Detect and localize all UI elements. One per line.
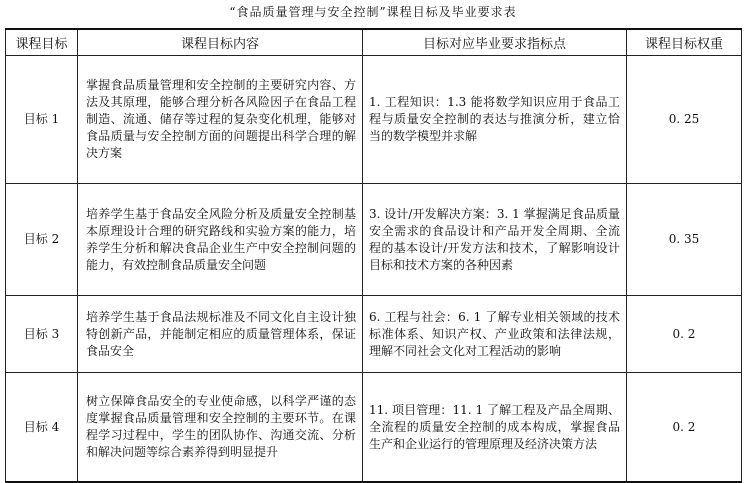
header-weight: 课程目标权重 xyxy=(627,29,742,56)
goal-cell: 目标 1 xyxy=(6,56,78,184)
table-row xyxy=(6,56,742,184)
header-requirement: 目标对应毕业要求指标点 xyxy=(363,29,627,56)
goal-cell: 目标 3 xyxy=(6,296,78,373)
table-caption: “食品质量管理与安全控制”课程目标及毕业要求表 xyxy=(229,5,517,19)
goal-cell: 目标 2 xyxy=(6,184,78,296)
table-header-row xyxy=(6,29,742,56)
weight-cell: 0. 2 xyxy=(627,373,742,483)
weight-cell: 0. 35 xyxy=(627,184,742,296)
header-goal: 课程目标 xyxy=(6,29,78,56)
requirement-cell: 3. 设计/开发解决方案：3. 1 掌握满足食品质量安全需求的食品设计和产品开发全周期、全流程的基本设计/开发方法和技术，了解影响设计目标和技术方案的各种因素 xyxy=(363,184,627,296)
header-content: 课程目标内容 xyxy=(78,29,363,56)
goals-table-container xyxy=(5,28,741,483)
requirement-cell: 1. 工程知识：1.3 能将数学知识应用于食品工程与质量安全控制的表达与推演分析，建立恰当的数学模型并求解 xyxy=(363,56,627,184)
course-goals-table xyxy=(5,28,742,483)
table-row xyxy=(6,373,742,483)
content-cell: 培养学生基于食品法规标准及不同文化自主设计独特创新产品，并能制定相应的质量管理体系，保证食品安全 xyxy=(78,296,363,373)
content-cell: 培养学生基于食品安全风险分析及质量安全控制基本原理设计合理的研究路线和实验方案的能力，培养学生分析和解决食品企业生产中安全控制问题的能力，有效控制食品质量安全问题 xyxy=(78,184,363,296)
content-cell: 树立保障食品安全的专业使命感，以科学严谨的态度掌握食品质量管理和安全控制的主要环节。在课程学习过程中，学生的团队协作、沟通交流、分析和解决问题等综合素养得到明显提升 xyxy=(78,373,363,483)
table-row xyxy=(6,184,742,296)
requirement-cell: 6. 工程与社会：6. 1 了解专业相关领域的技术标准体系、知识产权、产业政策和法律法规，理解不同社会文化对工程活动的影响 xyxy=(363,296,627,373)
table-row xyxy=(6,296,742,373)
weight-cell: 0. 25 xyxy=(627,56,742,184)
requirement-cell: 11. 项目管理：11. 1 了解工程及产品全周期、全流程的质量安全控制的成本构成，掌握食品生产和企业运行的管理原理及经济决策方法 xyxy=(363,373,627,483)
weight-cell: 0. 2 xyxy=(627,296,742,373)
content-cell: 掌握食品质量管理和安全控制的主要研究内容、方法及其原理，能够合理分析各风险因子在食品工程制造、流通、储存等过程的复杂变化机理，能够对食品质量与安全控制方面的问题提出科学合理的解决方案 xyxy=(78,56,363,184)
goal-cell: 目标 4 xyxy=(6,373,78,483)
